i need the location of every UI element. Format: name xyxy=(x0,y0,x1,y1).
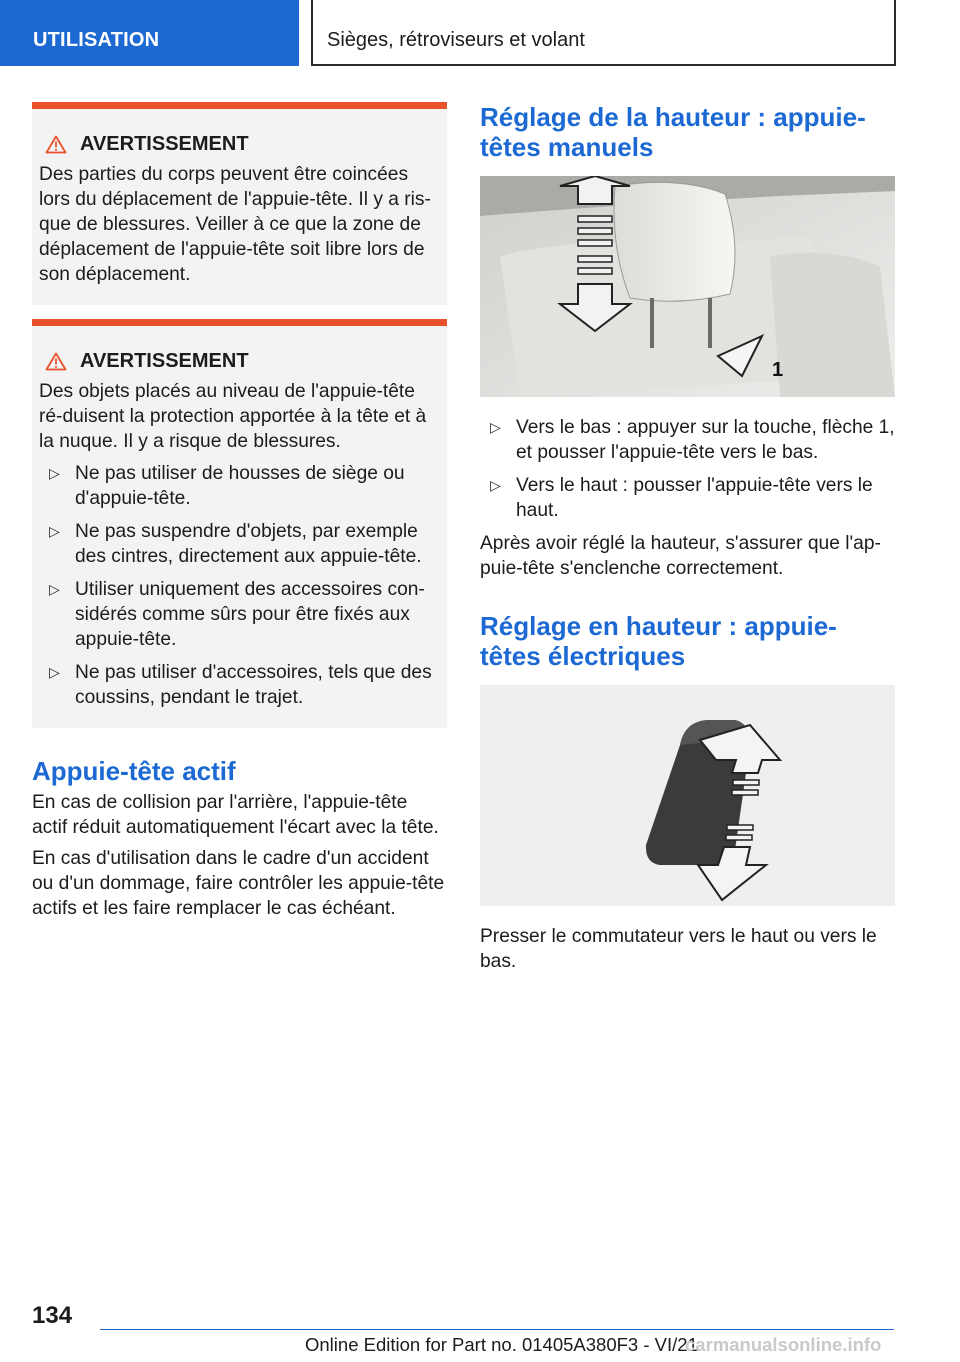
footer-edition: Online Edition for Part no. 01405A380F3 - VI/21 xyxy=(305,1334,698,1355)
list-item: ▷ Ne pas suspendre d'objets, par exemple des cintres, directement aux appuie-tête. xyxy=(49,521,422,567)
paragraph: Presser le commutateur vers le haut ou vers le bas. xyxy=(480,926,877,972)
warning-title: AVERTISSEMENT xyxy=(45,350,440,373)
list-item: ▷ Ne pas utiliser d'accessoires, tels que des coussins, pendant le trajet. xyxy=(49,662,432,708)
section-label: UTILISATION xyxy=(0,0,299,66)
manual-list xyxy=(480,415,895,523)
triangle-bullet-icon: ▷ xyxy=(49,664,60,680)
list-item: ▷ Vers le haut : pousser l'appuie-tête vers le haut. xyxy=(490,475,873,521)
manual-headrest-image xyxy=(480,176,895,397)
section-heading-electric: Réglage en hauteur : appuie-têtes électriques xyxy=(480,611,837,671)
warning-text: Des parties du corps peuvent être coincées lors du déplacement de l'appuie-tête. Il y a ris-que de blessures. Veiller à ce que la zone de déplacement de l'appuie-tête soit libre lors de son déplacement. xyxy=(39,164,431,285)
warning-triangle-icon xyxy=(45,135,67,154)
triangle-bullet-icon: ▷ xyxy=(49,523,60,539)
paragraph: En cas d'utilisation dans le cadre d'un accident ou d'un dommage, faire contrôler les appuie-tête actifs et les faire remplacer le cas échéant. xyxy=(32,848,445,919)
triangle-bullet-icon: ▷ xyxy=(49,465,60,481)
list-item: ▷ Vers le bas : appuyer sur la touche, flèche 1, et pousser l'appuie-tête vers le bas. xyxy=(490,417,895,463)
footer-divider xyxy=(100,1329,894,1330)
topic-label: Sièges, rétroviseurs et volant xyxy=(311,0,896,66)
section-heading-manual: Réglage de la hauteur : appuie-têtes manuels xyxy=(480,102,866,162)
right-column xyxy=(480,102,895,980)
warning-triangle-icon xyxy=(45,352,67,371)
warning-list xyxy=(39,461,440,710)
electric-switch-image xyxy=(480,685,895,906)
list-item: ▷ Ne pas utiliser de housses de siège ou d'appuie-tête. xyxy=(49,463,405,509)
watermark: carmanualsonline.info xyxy=(685,1334,882,1355)
section-heading-active-headrest: Appuie-tête actif xyxy=(32,756,236,786)
left-column xyxy=(32,102,447,927)
triangle-bullet-icon: ▷ xyxy=(490,477,501,493)
page-header xyxy=(0,0,960,66)
warning-text: Des objets placés au niveau de l'appuie-tête ré-duisent la protection apportée à la tête et à la nuque. Il y a risque de blessures. xyxy=(39,381,427,452)
triangle-bullet-icon: ▷ xyxy=(49,581,60,597)
paragraph: En cas de collision par l'arrière, l'appuie-tête actif réduit automatiquement l'écart avec la tête. xyxy=(32,792,439,838)
callout-number: 1 xyxy=(772,359,784,381)
warning-box-pinch xyxy=(32,102,447,305)
paragraph: Après avoir réglé la hauteur, s'assurer que l'ap-puie-tête s'enclenche correctement. xyxy=(480,533,881,579)
headrest-illustration xyxy=(480,176,895,397)
warning-title: AVERTISSEMENT xyxy=(45,133,440,156)
switch-illustration xyxy=(480,685,895,906)
triangle-bullet-icon: ▷ xyxy=(490,419,501,435)
list-item: ▷ Utiliser uniquement des accessoires con-sidérés comme sûrs pour être fixés aux appuie-tête. xyxy=(49,579,425,650)
warning-box-objects xyxy=(32,319,447,728)
page-number: 134 xyxy=(32,1302,73,1329)
